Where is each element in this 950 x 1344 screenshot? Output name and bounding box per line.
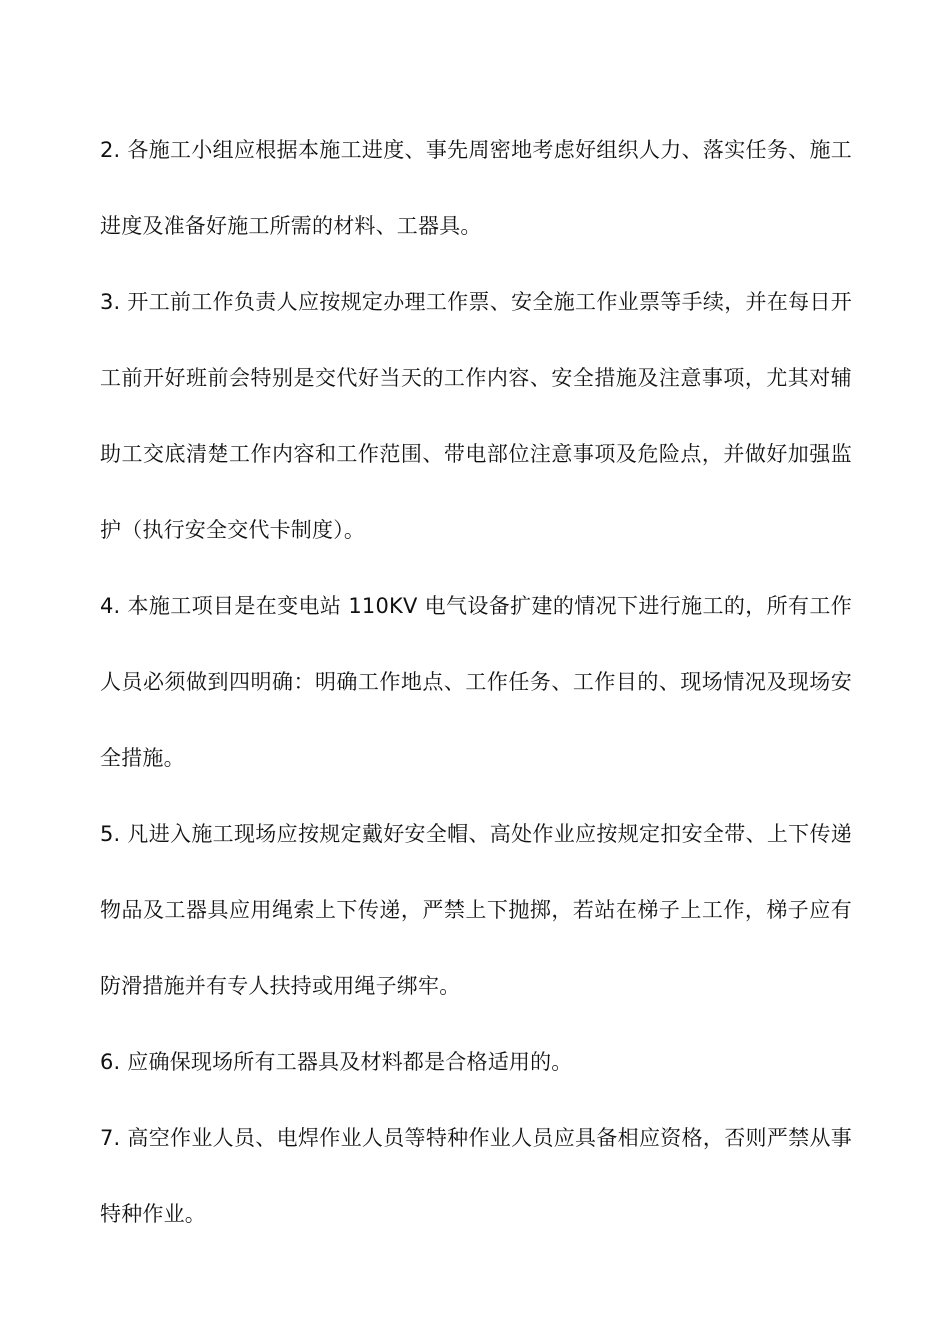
paragraph-item-6: 6. 应确保现场所有工器具及材料都是合格适用的。 — [100, 1050, 573, 1074]
document-body — [100, 112, 852, 1252]
paragraph-item-7: 7. 高空作业人员、电焊作业人员等特种作业人员应具备相应资格，否则严禁从事特种作业。 — [100, 1126, 852, 1226]
paragraph-item-5: 5. 凡进入施工现场应按规定戴好安全帽、高处作业应按规定扣安全带、上下传递物品及工器具应用绳索上下传递，严禁上下抛掷，若站在梯子上工作，梯子应有防滑措施并有专人扶持或用绳子绑牢。 — [100, 822, 852, 998]
paragraph-item-2: 2. 各施工小组应根据本施工进度、事先周密地考虑好组织人力、落实任务、施工进度及准备好施工所需的材料、工器具。 — [100, 138, 852, 238]
paragraph-item-3: 3. 开工前工作负责人应按规定办理工作票、安全施工作业票等手续，并在每日开工前开好班前会特别是交代好当天的工作内容、安全措施及注意事项，尤其对辅助工交底清楚工作内容和工作范围、带电部位注意事项及危险点，并做好加强监护（执行安全交代卡制度）。 — [100, 290, 852, 542]
paragraph-item-4: 4. 本施工项目是在变电站 110KV 电气设备扩建的情况下进行施工的，所有工作人员必须做到四明确：明确工作地点、工作任务、工作目的、现场情况及现场安全措施。 — [100, 594, 852, 770]
